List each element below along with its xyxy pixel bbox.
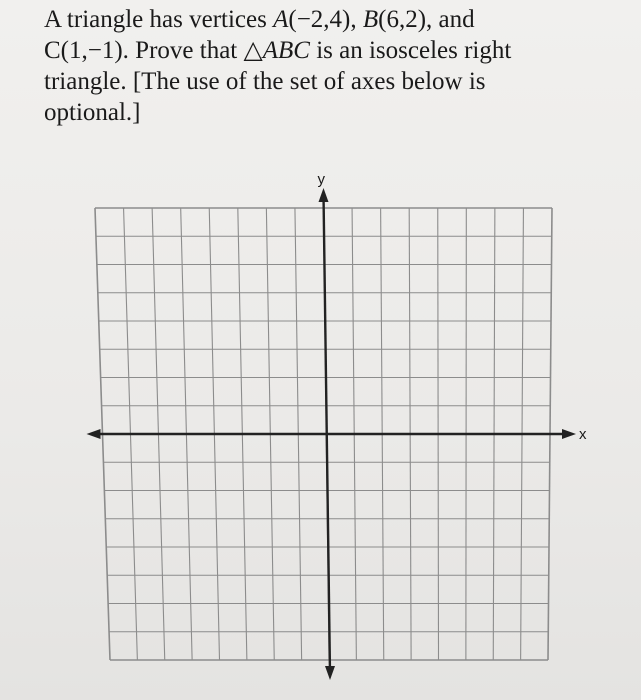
x-axis-arrow-right bbox=[562, 429, 576, 439]
problem-line-2 bbox=[44, 35, 604, 66]
problem-text-segment: is an isosceles right bbox=[309, 37, 512, 64]
problem-line-3: triangle. [The use of the set of axes below is bbox=[44, 68, 486, 95]
vertex-a-label: A bbox=[273, 6, 289, 33]
vertex-b-coords: (6,2), and bbox=[378, 6, 475, 33]
x-axis-arrow-left bbox=[87, 429, 101, 439]
y-axis-arrow-bottom bbox=[325, 666, 335, 680]
vertex-a-coords: (−2,4), bbox=[288, 6, 363, 33]
triangle-name: ABC bbox=[262, 37, 310, 64]
coordinate-grid-svg[interactable] bbox=[80, 168, 587, 696]
x-axis-label: x bbox=[579, 426, 587, 443]
vertex-c-coords: C(1,−1). Prove that bbox=[44, 37, 244, 64]
coordinate-grid[interactable] bbox=[80, 168, 587, 696]
y-axis-arrow-top bbox=[319, 188, 329, 202]
y-axis-label: y bbox=[317, 171, 325, 188]
problem-statement bbox=[44, 4, 604, 128]
problem-line-1 bbox=[44, 4, 604, 35]
vertex-b-label: B bbox=[362, 6, 379, 33]
problem-line-4: optional.] bbox=[44, 99, 141, 126]
problem-text-segment: A triangle has vertices bbox=[44, 6, 274, 33]
triangle-symbol: △ bbox=[243, 37, 263, 64]
